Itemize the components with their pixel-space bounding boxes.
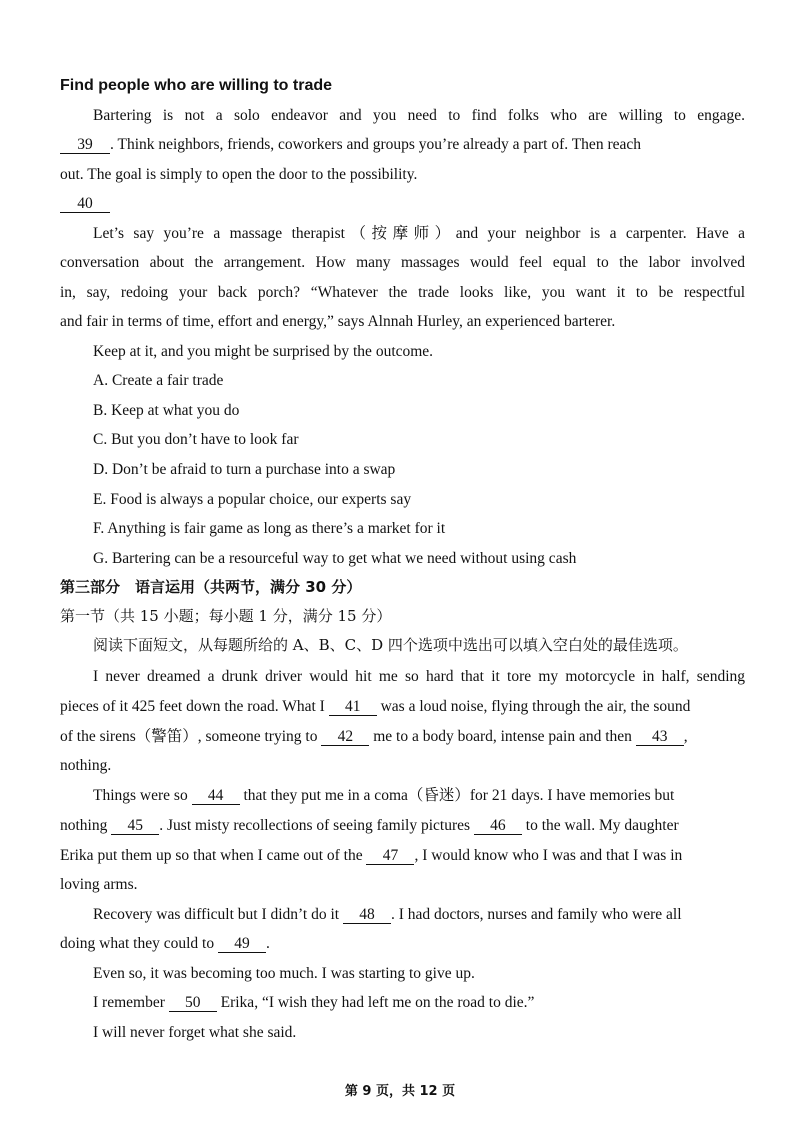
instruction: 阅读下面短文，从每题所给的 A、B、C、D 四个选项中选出可以填入空白处的最佳选项。 (93, 636, 688, 654)
story-p2-line3 (60, 846, 745, 866)
para2-line4: and fair in terms of time, effort and energy,” says Alnnah Hurley, an experienced barterer. (60, 313, 616, 330)
blank-44: 44 (192, 788, 240, 805)
text: , (683, 728, 688, 745)
option-f: F. Anything is fair game as long as there’s a market for it (93, 520, 446, 537)
option-e: E. Food is always a popular choice, our experts say (93, 491, 412, 508)
blank-43: 43 (636, 729, 684, 746)
para1-line1: Bartering is not a solo endeavor and you need to find folks who are willing to engage. (93, 107, 745, 124)
text: pieces of it 425 feet down the road. What I (60, 698, 325, 715)
blank-41: 41 (329, 699, 377, 716)
text: doing what they could to (60, 935, 215, 952)
option-c: C. But you don’t have to look far (93, 431, 299, 448)
text: . I had doctors, nurses and family who were all (390, 906, 682, 923)
para3: Keep at it, and you might be surprised by the outcome. (93, 343, 434, 360)
text: I remember (93, 994, 165, 1011)
story-p2-line4: loving arms. (60, 876, 138, 893)
para1-line2 (60, 135, 745, 155)
text: was a loud noise, flying through the air, the sound (380, 698, 691, 715)
section1-heading: 第一节（共 15 小题；每小题 1 分，满分 15 分） (60, 607, 392, 625)
story-p4: Even so, it was becoming too much. I was starting to give up. (93, 965, 475, 982)
para2-line1: Let’s say you’re a massage therapist（按摩师）and your neighbor is a carpenter. Have a (93, 225, 745, 242)
blank-50: 50 (169, 995, 217, 1012)
story-p5 (93, 993, 745, 1013)
text: . Just misty recollections of seeing family pictures (159, 817, 471, 834)
story-p3-line1 (93, 905, 745, 925)
option-a: A. Create a fair trade (93, 372, 224, 389)
text: me to a body board, intense pain and then (373, 728, 632, 745)
para1-line3: out. The goal is simply to open the door to the possibility. (60, 166, 418, 183)
blank-40-line (60, 194, 745, 214)
para2-line2: conversation about the arrangement. How many massages would feel equal to the labor involved (60, 254, 745, 271)
blank-45: 45 (111, 818, 159, 835)
section-title: Find people who are willing to trade (60, 77, 333, 94)
text: that they put me in a coma（昏迷）for 21 days. I have memories but (243, 787, 675, 804)
text: Erika put them up so that when I came out of the (60, 847, 363, 864)
blank-42: 42 (321, 729, 369, 746)
story-p1-line1: I never dreamed a drunk driver would hit me so hard that it tore my motorcycle in half, sending (93, 668, 745, 685)
option-g: G. Bartering can be a resourceful way to get what we need without using cash (93, 550, 577, 567)
blank-46: 46 (474, 818, 522, 835)
text: . (266, 935, 270, 952)
story-p2-line1 (93, 786, 745, 806)
blank-47: 47 (366, 848, 414, 865)
story-p1-line4: nothing. (60, 757, 112, 774)
text: nothing (60, 817, 108, 834)
story-p2-line2 (60, 816, 745, 836)
text: of the sirens（警笛）, someone trying to (60, 728, 318, 745)
part3-heading: 第三部分 语言运用（共两节，满分 30 分） (60, 578, 362, 596)
blank-49: 49 (218, 936, 266, 953)
story-p1-line2 (60, 697, 745, 717)
page-footer: 第 9 页，共 12 页 (344, 1084, 456, 1099)
blank-40: 40 (60, 196, 110, 213)
story-p6: I will never forget what she said. (93, 1024, 297, 1041)
para1-line2-text: . Think neighbors, friends, coworkers and groups you’re already a part of. Then reach (110, 136, 641, 153)
text: , I would know who I was and that I was in (414, 847, 683, 864)
option-b: B. Keep at what you do (93, 402, 240, 419)
option-d: D. Don’t be afraid to turn a purchase into a swap (93, 461, 396, 478)
text: Recovery was difficult but I didn’t do it (93, 906, 340, 923)
text: to the wall. My daughter (525, 817, 679, 834)
blank-48: 48 (343, 907, 391, 924)
text: Things were so (93, 787, 188, 804)
story-p1-line3 (60, 727, 745, 747)
text: Erika, “I wish they had left me on the road to die.” (220, 994, 535, 1011)
para2-line3: in, say, redoing your back porch? “Whatever the trade looks like, you want it to be respectful (60, 284, 745, 301)
blank-39: 39 (60, 137, 110, 154)
story-p3-line2 (60, 934, 745, 954)
